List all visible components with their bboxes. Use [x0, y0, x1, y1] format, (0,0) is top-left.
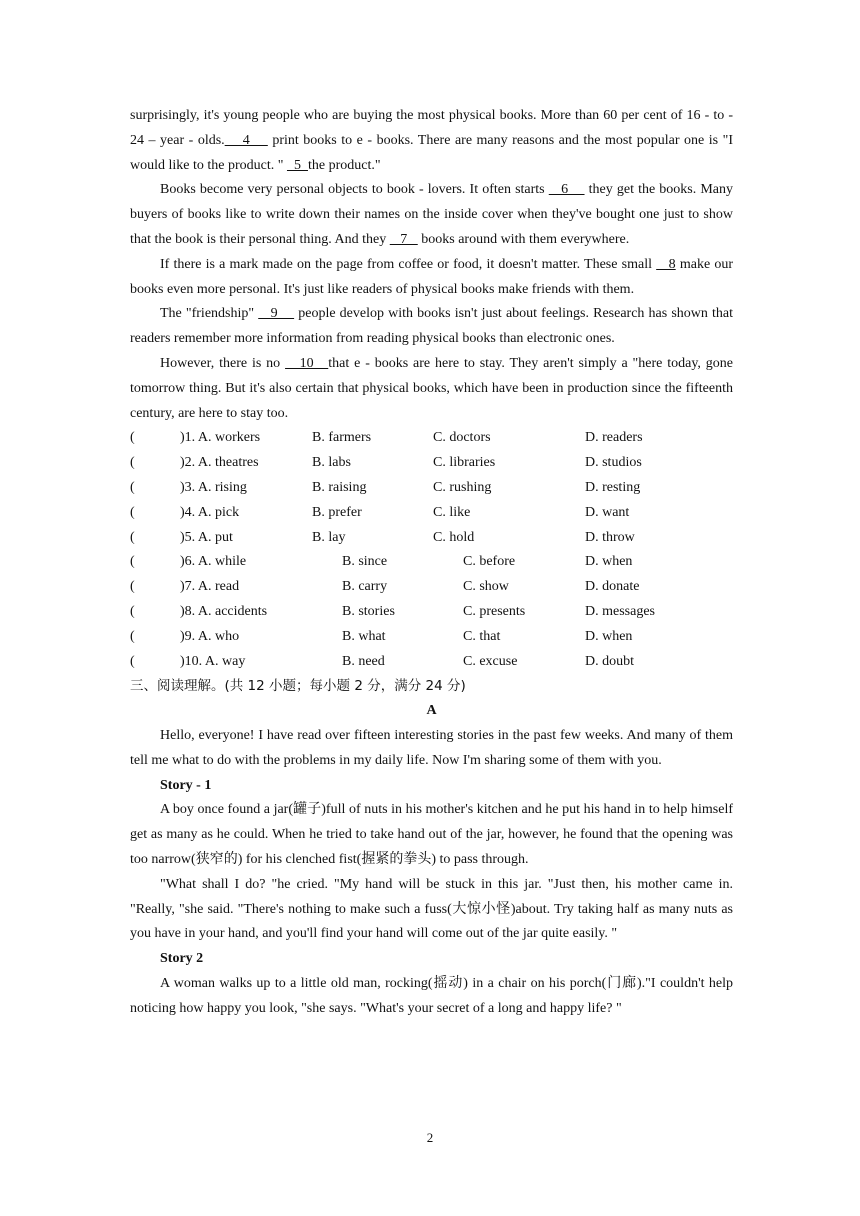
option-c: C. that	[463, 628, 501, 644]
option-c: C. rushing	[433, 479, 492, 495]
option-row	[130, 476, 733, 501]
answer-paren: (	[130, 455, 135, 471]
option-a: )5. A. put	[180, 529, 233, 545]
cloze-paragraph-1: surprisingly, it's young people who are buying the most physical books. More than 60 per cent of 16 - to - 24 – year - olds. 4 print books to e - books. There are many reasons and the most popular one is "I would like to the product. " 5 the product."	[130, 108, 734, 173]
option-c: C. presents	[463, 603, 526, 619]
option-row	[130, 550, 733, 575]
answer-paren: (	[130, 554, 135, 570]
option-d: D. when	[585, 628, 633, 644]
option-row	[130, 625, 733, 650]
blank-7: 7	[389, 231, 418, 247]
cloze-options	[130, 426, 733, 674]
part-label: A	[426, 703, 437, 719]
section-title: 三、阅读理解。(共 12 小题；每小题 2 分，满分 24 分)	[130, 678, 466, 695]
blank-5: 5	[286, 157, 308, 173]
option-b: B. prefer	[312, 504, 362, 520]
option-d: D. messages	[585, 603, 655, 619]
option-a: )6. A. while	[180, 554, 247, 570]
option-row	[130, 575, 733, 600]
cloze-paragraph-3: If there is a mark made on the page from coffee or food, it doesn't matter. These small 8 make our books even more personal. It's just like readers of physical books make friends with them.	[130, 256, 733, 297]
option-b: B. stories	[342, 603, 395, 619]
option-d: D. doubt	[585, 653, 634, 669]
option-b: B. since	[342, 554, 388, 570]
option-row	[130, 501, 733, 526]
answer-paren: (	[130, 603, 135, 619]
option-row	[130, 650, 733, 675]
option-b: B. farmers	[312, 430, 372, 446]
story-1-paragraph-1: A boy once found a jar(罐子)full of nuts in his mother's kitchen and he put his hand in to help himself get as many as he could. When he tried to take hand out of the jar, however, he found that the opening was too narrow(狭窄的) for his clenched fist(握紧的拳头) to pass through.	[130, 802, 733, 867]
option-row	[130, 526, 733, 551]
cloze-paragraph-2: Books become very personal objects to book - lovers. It often starts 6 they get the books. Many buyers of books like to write down their names on the inside cover when they've bought one just to show that the book is their personal thing. And they 7 books around with them everywhere.	[130, 182, 734, 247]
option-d: D. resting	[585, 479, 641, 495]
option-d: D. readers	[585, 430, 643, 446]
option-b: B. need	[342, 653, 385, 669]
option-a: )1. A. workers	[180, 430, 261, 446]
option-c: C. libraries	[433, 455, 496, 471]
option-d: D. want	[585, 504, 630, 520]
story-1-paragraph-2: "What shall I do? "he cried. "My hand will be stuck in this jar. "Just then, his mother came in. "Really, "she said. "There's nothing to make such a fuss(大惊小怪)about. Try taking half as many nuts as you have in your hand, and you'll find your hand will come out of the jar quite easily. "	[130, 876, 733, 942]
cloze-paragraph-4: The "friendship" 9 people develop with books isn't just about feelings. Research has shown that readers remember more information from reading physical books than electronic ones.	[130, 306, 734, 347]
option-c: C. excuse	[463, 653, 518, 669]
answer-paren: (	[130, 529, 135, 545]
blank-10: 10	[285, 355, 329, 371]
answer-paren: (	[130, 653, 135, 669]
option-c: C. like	[433, 504, 471, 520]
option-row	[130, 451, 733, 476]
option-b: B. lay	[312, 529, 346, 545]
option-d: D. when	[585, 554, 633, 570]
option-d: D. throw	[585, 529, 635, 545]
option-a: )10. A. way	[180, 653, 246, 669]
answer-paren: (	[130, 479, 135, 495]
answer-paren: (	[130, 628, 135, 644]
answer-paren: (	[130, 579, 135, 595]
blank-6: 6	[548, 182, 585, 198]
reading-intro: Hello, everyone! I have read over fifteen interesting stories in the past few weeks. And many of them tell me what to do with the problems in my daily life. Now I'm sharing some of them with you.	[130, 727, 733, 768]
blank-4: 4	[224, 132, 268, 148]
answer-paren: (	[130, 430, 135, 446]
option-a: )3. A. rising	[180, 479, 247, 495]
option-a: )8. A. accidents	[180, 603, 268, 619]
option-d: D. studios	[585, 455, 642, 471]
story-2-title: Story 2	[160, 951, 204, 967]
blank-8: 8	[656, 256, 676, 272]
option-row	[130, 426, 733, 451]
option-a: )4. A. pick	[180, 504, 240, 520]
option-a: )2. A. theatres	[180, 455, 259, 471]
option-c: C. before	[463, 554, 516, 570]
option-b: B. carry	[342, 579, 388, 595]
option-c: C. show	[463, 579, 509, 595]
blank-9: 9	[258, 306, 295, 322]
cloze-passage	[130, 104, 733, 1021]
option-c: C. doctors	[433, 430, 491, 446]
option-row	[130, 600, 733, 625]
story-1-title: Story - 1	[160, 777, 212, 793]
option-b: B. raising	[312, 479, 367, 495]
story-2-paragraph-1: A woman walks up to a little old man, rocking(摇动) in a chair on his porch(门廊)."I couldn't help noticing how happy you look, "she says. "What's your secret of a long and happy life? "	[130, 975, 733, 1016]
cloze-paragraph-5: However, there is no 10 that e - books are here to stay. They aren't simply a "here today, gone tomorrow thing. But it's also certain that physical books, which have been in production since the fifteenth century, are here to stay too.	[130, 355, 734, 421]
option-d: D. donate	[585, 579, 640, 595]
option-b: B. what	[342, 628, 386, 644]
page-number: 2	[426, 1130, 434, 1145]
option-a: )9. A. who	[180, 628, 240, 644]
answer-paren: (	[130, 504, 135, 520]
option-a: )7. A. read	[180, 579, 240, 595]
option-b: B. labs	[312, 455, 351, 471]
option-c: C. hold	[433, 529, 475, 545]
